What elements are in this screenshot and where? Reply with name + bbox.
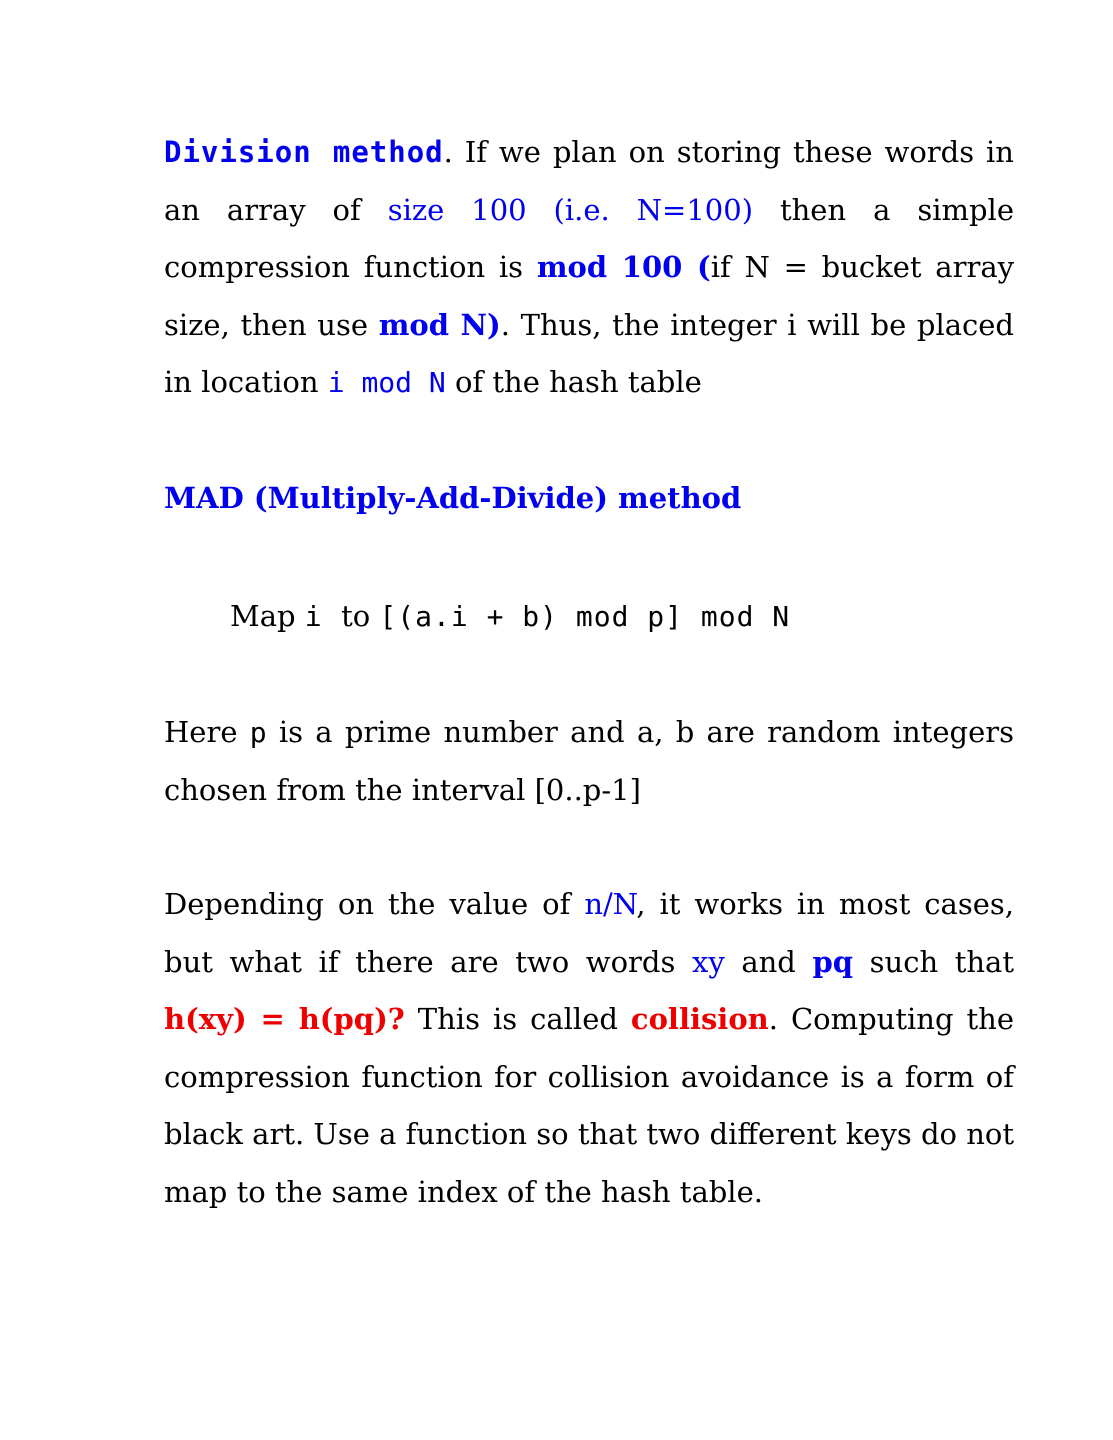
- collision-term: collision: [630, 1002, 769, 1036]
- collision-text-1: Depending on the value of: [164, 887, 585, 921]
- division-text-4: . Thus, the integer i will be placed in location: [164, 307, 1014, 399]
- collision-text-2: , it works in most cases, but what if there are two words: [164, 887, 1014, 979]
- collision-equation: h(xy) = h(pq)?: [164, 1002, 405, 1036]
- mod-100-term: mod 100 (: [536, 250, 711, 284]
- formula-variable: i: [304, 600, 323, 633]
- division-text-3: if N = bucket array size, then use: [164, 250, 1014, 342]
- division-text-1: . If we plan on storing these words in an array of: [164, 135, 1014, 227]
- mad-method-heading: MAD (Multiply-Add-Divide) method: [164, 481, 742, 515]
- collision-text-3: and: [724, 944, 813, 979]
- formula-to-word: to: [341, 599, 371, 633]
- division-text-5: of the hash table: [445, 365, 702, 399]
- collision-text-5: This is called: [404, 1002, 631, 1036]
- prime-paragraph: [164, 704, 1014, 819]
- division-text-2: then a simple compression function is: [164, 192, 1014, 284]
- location-expression: i mod N: [327, 366, 446, 399]
- formula-expression: [(a.i + b) mod p] mod N: [379, 600, 791, 633]
- collision-text-6: . Computing the compression function for collision avoidance is a form of black art. Use a function so that two different keys do not map to the same index of the hash table.: [164, 1002, 1015, 1209]
- ratio-term: n/N: [584, 887, 637, 921]
- prime-text-1: Here: [164, 715, 250, 749]
- division-method-term: Division method: [164, 135, 444, 169]
- division-method-paragraph: [164, 124, 1014, 412]
- word-pq: pq: [812, 944, 854, 979]
- size-phrase: size 100 (i.e. N=100): [387, 192, 754, 227]
- mod-n-term: mod N): [378, 307, 501, 342]
- prime-text-2: is a prime number and a, b are random integers chosen from the interval [0..p-1]: [164, 715, 1014, 807]
- prime-p-variable: p: [249, 716, 267, 749]
- collision-text-4: such that: [853, 944, 1014, 979]
- word-xy: xy: [691, 944, 725, 979]
- mad-formula: [230, 594, 790, 639]
- collision-paragraph: [164, 876, 1014, 1221]
- formula-map-word: Map: [230, 599, 296, 633]
